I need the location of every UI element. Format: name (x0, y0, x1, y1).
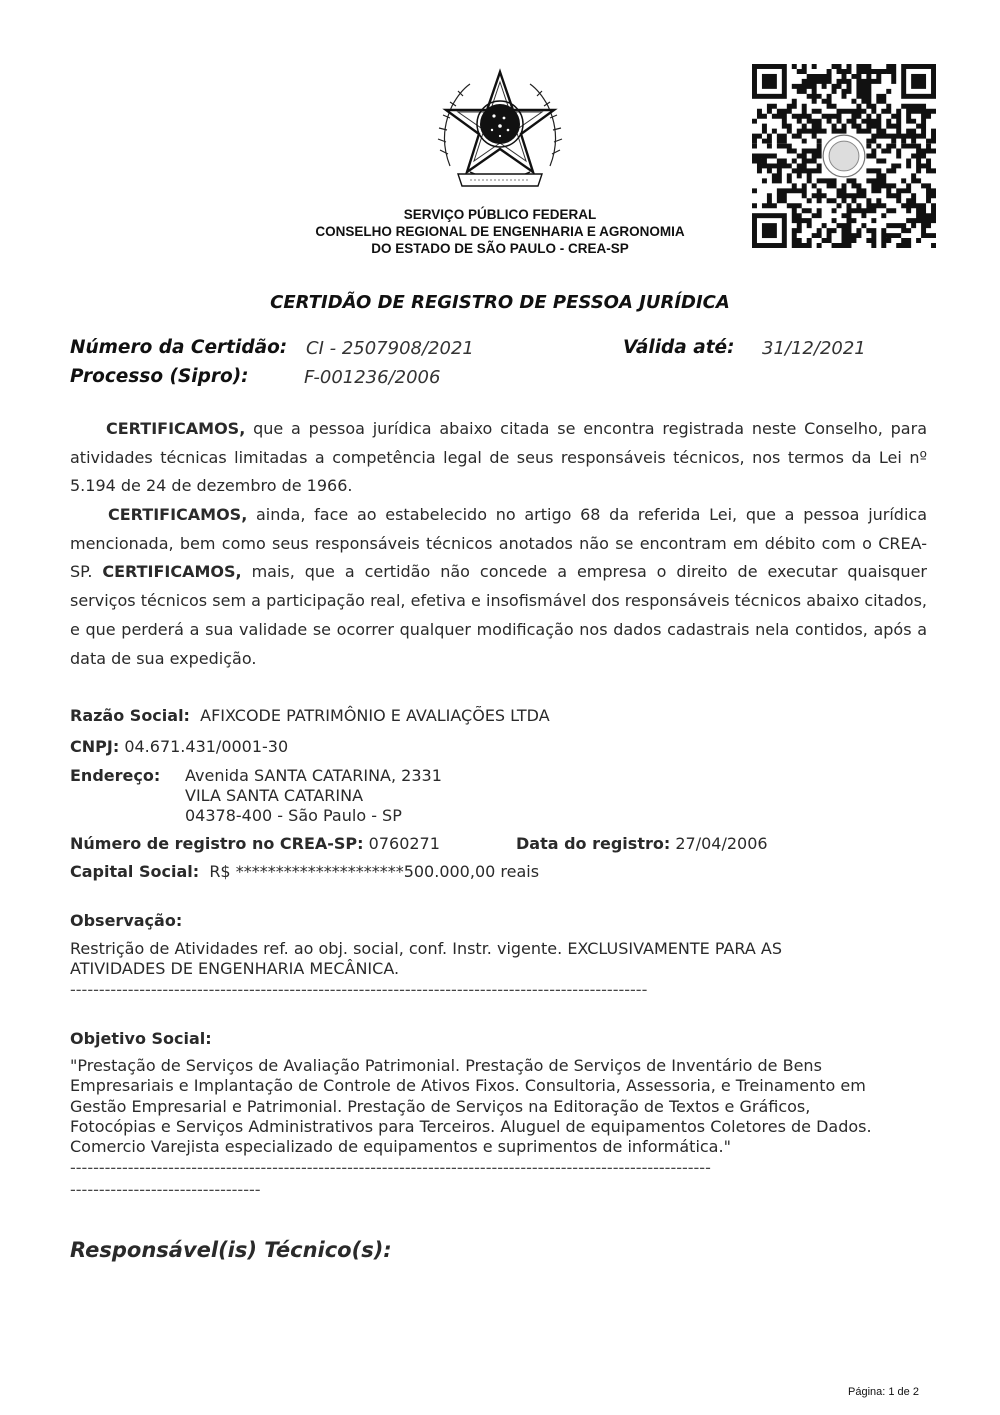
header-line-2: CONSELHO REGIONAL DE ENGENHARIA E AGRONOMIA (315, 224, 685, 239)
paragraph-2-bold-2: CERTIFICAMOS, (102, 562, 242, 582)
observacao-line-1: Restrição de Atividades ref. ao obj. social, conf. Instr. vigente. EXCLUSIVAMENTE PARA AS (70, 939, 782, 958)
observacao-label: Observação: (70, 911, 183, 930)
registro-row (70, 834, 440, 853)
paragraph-2-text-2: mais, que a certidão não concede a empresa o direito de executar quaisquer serviços técnicos sem a participação real, efetiva e insofismável dos responsáveis técnicos abaixo citados, e que perderá a sua validade se ocorrer qualquer modificação nos dados cadastrais nela contidos, após a data de sua expedição. (70, 562, 927, 668)
endereco-line-2: VILA SANTA CATARINA (185, 786, 364, 805)
endereco-line-3: 04378-400 - São Paulo - SP (185, 806, 402, 825)
cert-number-value: CI - 2507908/2021 (306, 338, 474, 359)
objetivo-line-4: Fotocópias e Serviços Administrativos para Terceiros. Aluguel de equipamentos Coletores de Dados. (70, 1116, 872, 1136)
objetivo-separator-2: --------------------------------- (70, 1180, 261, 1199)
objetivo-line-2: Empresariais e Implantação de Controle de Ativos Fixos. Consultoria, Assessoria, e Treinamento em (70, 1076, 866, 1096)
objetivo-line-3: Gestão Empresarial e Patrimonial. Prestação de Serviços na Editoração de Textos e Gráficos, (70, 1096, 811, 1116)
objetivo-line-5: Comercio Varejista especializado de equipamentos e suprimentos de informática." (70, 1137, 731, 1157)
data-registro-value: 27/04/2006 (675, 834, 768, 853)
page-number: Página: 1 de 2 (848, 1386, 919, 1398)
observacao-separator: ---------------------------------------------------------------------------------------------------- (70, 980, 648, 999)
document-title: CERTIDÃO DE REGISTRO DE PESSOA JURÍDICA (270, 292, 730, 313)
capital-social-row (70, 862, 539, 881)
paragraph-1-text: que a pessoa jurídica abaixo citada se encontra registrada neste Conselho, para atividades técnicas limitadas a competência legal de seus responsáveis técnicos, nos termos da Lei nº 5.194 de 24 de dezembro de 1966. (70, 419, 927, 496)
paragraph-1-bold: CERTIFICAMOS, (106, 419, 246, 438)
cnpj-label: CNPJ: (70, 737, 120, 756)
responsaveis-tecnicos-heading: Responsável(is) Técnico(s): (70, 1238, 392, 1262)
valid-until-value: 31/12/2021 (762, 338, 866, 359)
objetivo-line-1: "Prestação de Serviços de Avaliação Patrimonial. Prestação de Serviços de Inventário de Bens (70, 1056, 822, 1075)
cnpj-row (70, 737, 288, 756)
razao-social-label: Razão Social: (70, 706, 190, 725)
registro-value: 0760271 (368, 834, 440, 853)
paragraph-2 (70, 501, 927, 673)
process-value: F-001236/2006 (304, 367, 441, 388)
paragraph-2-bold: CERTIFICAMOS, (108, 505, 248, 524)
paragraph-1 (70, 415, 927, 501)
capital-social-value: R$ *********************500.000,00 reais (209, 862, 540, 881)
cnpj-value: 04.671.431/0001-30 (124, 737, 289, 756)
objetivo-social-text (70, 1056, 970, 1157)
objetivo-separator-1: --------------------------------------------------------------------------------------------------------------- (70, 1158, 711, 1177)
razao-social-row (70, 706, 550, 725)
capital-social-label: Capital Social: (70, 862, 200, 881)
valid-until-label: Válida até: (623, 337, 735, 358)
observacao-line-2: ATIVIDADES DE ENGENHARIA MECÂNICA. (70, 959, 400, 979)
header-line-3: DO ESTADO DE SÃO PAULO - CREA-SP (371, 241, 629, 256)
endereco-label: Endereço: (70, 766, 161, 785)
data-registro-row (516, 834, 768, 853)
objetivo-social-label: Objetivo Social: (70, 1029, 212, 1048)
process-label: Processo (Sipro): (70, 366, 249, 387)
paragraph-2-text-1: ainda, face ao estabelecido no artigo 68 da referida Lei, que a pessoa jurídica mencionada, bem como seus responsáveis técnicos anotados não se encontram em débito com o CREA-SP. (70, 505, 927, 582)
observacao-text (70, 939, 950, 980)
cert-number-label: Número da Certidão: (70, 337, 288, 358)
registro-label: Número de registro no CREA-SP: (70, 834, 364, 853)
razao-social-value: AFIXCODE PATRIMÔNIO E AVALIAÇÕES LTDA (200, 706, 550, 725)
data-registro-label: Data do registro: (516, 834, 671, 853)
coat-of-arms-icon (430, 66, 570, 196)
header-line-1: SERVIÇO PÚBLICO FEDERAL (403, 207, 597, 222)
endereco-line-1: Avenida SANTA CATARINA, 2331 (185, 766, 442, 785)
